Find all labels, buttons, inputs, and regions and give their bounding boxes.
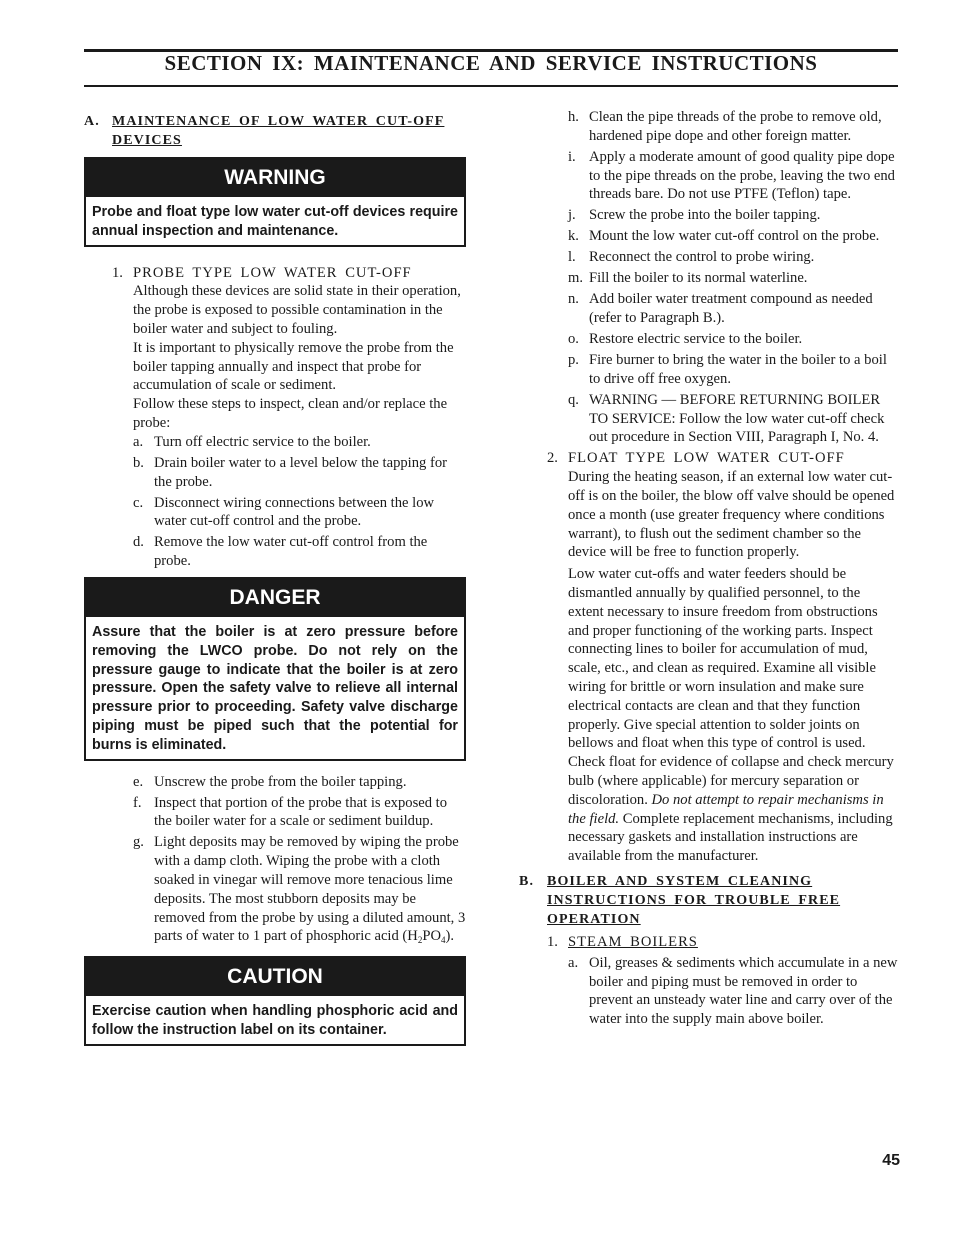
step-label: q. [568, 391, 579, 408]
section-b-heading [519, 872, 899, 929]
step-item [568, 206, 899, 225]
right-column [519, 108, 899, 1031]
section-a-letter: A. [84, 114, 100, 129]
step-item [568, 391, 899, 447]
steam-number: 1. [547, 933, 558, 950]
probe-steps-e-g [133, 773, 466, 951]
step-text: Screw the probe into the boiler tapping. [589, 207, 821, 224]
step-label: b. [133, 454, 144, 471]
float-para-1: During the heating season, if an external low water cut-off is on the boiler, the blow off valve should be opened once a month (use greater frequency where conditions warrant), to flush out the sediment chamber so the device will be free to function properly. [568, 469, 895, 561]
step-text: Reconnect the control to probe wiring. [589, 249, 815, 266]
step-label: e. [133, 773, 144, 790]
step-item [568, 227, 899, 246]
step-text: Clean the pipe threads of the probe to remove old, hardened pipe dope and other foreign matter. [589, 109, 882, 144]
step-label: p. [568, 352, 579, 369]
danger-box [84, 577, 466, 761]
step-label: n. [568, 291, 579, 308]
steam-steps [568, 954, 899, 1029]
probe-steps-h-q [519, 108, 899, 447]
step-text: WARNING — BEFORE RETURNING BOILER TO SERVICE: Follow the low water cut-off check out procedure in Section VIII, Paragraph I, No. 4. [589, 391, 885, 446]
step-item [133, 794, 466, 832]
probe-section [112, 264, 466, 574]
step-label: f. [133, 794, 142, 811]
step-label: d. [133, 534, 144, 551]
float-section [547, 449, 899, 866]
probe-steps-a-d [133, 433, 466, 571]
left-column [84, 108, 466, 1046]
step-text: Unscrew the probe from the boiler tapping. [154, 773, 407, 790]
step-label: l. [568, 249, 576, 266]
caution-box [84, 956, 466, 1046]
step-g-label: g. [133, 834, 144, 851]
step-text: Drain boiler water to a level below the tapping for the probe. [154, 454, 447, 490]
section-a-heading [84, 112, 466, 150]
step-label: j. [568, 207, 576, 224]
step-item [133, 433, 466, 452]
step-item [133, 454, 466, 492]
probe-para-1: Although these devices are solid state in their operation, the probe is exposed to possible contamination in the boiler water and subject to fouling. [133, 283, 461, 337]
probe-number: 1. [112, 264, 123, 281]
step-text: Disconnect wiring connections between the low water cut-off control and the probe. [154, 494, 435, 530]
danger-text: Assure that the boiler is at zero pressure before removing the LWCO probe. Do not rely on the pressure gauge to indicate that the boiler is at zero pressure. Open the safety valve to relieve all internal pressure prior to proceeding. Safety valve discharge piping must be piped such that the potential for burns is eliminated. [92, 624, 458, 753]
step-item [568, 108, 899, 146]
step-label: h. [568, 109, 579, 125]
step-label: c. [133, 494, 144, 511]
step-text: Restore electric service to the boiler. [589, 331, 803, 348]
step-text: Apply a moderate amount of good quality pipe dope to the pipe threads on the probe, leaving the two end threads bare. Do not use PTFE (Teflon) tape. [589, 148, 895, 203]
step-label: m. [568, 270, 583, 287]
step-text: Turn off electric service to the boiler. [154, 433, 371, 450]
step-text: Add boiler water treatment compound as needed (refer to Paragraph B.). [589, 291, 873, 327]
step-item [568, 290, 899, 328]
float-number: 2. [547, 450, 558, 467]
step-item [568, 330, 899, 349]
caution-title: CAUTION [86, 958, 464, 996]
step-item [568, 954, 899, 1029]
step-label: a. [133, 433, 144, 450]
step-label: k. [568, 228, 579, 245]
step-text: Mount the low water cut-off control on the probe. [589, 228, 880, 245]
section-b-title: BOILER AND SYSTEM CLEANING INSTRUCTIONS FOR TROUBLE FREE OPERATION [547, 873, 841, 927]
step-item [568, 269, 899, 288]
section-a-title: MAINTENANCE OF LOW WATER CUT-OFF DEVICES [112, 114, 445, 148]
step-g [133, 833, 466, 950]
step-label: a. [568, 954, 579, 971]
probe-heading: PROBE TYPE LOW WATER CUT-OFF [133, 264, 412, 281]
step-item [568, 351, 899, 389]
step-item [568, 148, 899, 204]
probe-para-2: It is important to physically remove the probe from the boiler tapping annually and inspect that probe for accumulation of scale or sediment. [133, 339, 454, 394]
steam-section [547, 933, 899, 1031]
step-g-text: Light deposits may be removed by wiping the probe with a damp cloth. Wiping the probe with a cloth soaked in vinegar will remove more tenacious lime deposits. The most stubborn deposits may be removed from the probe by using a diluted amount, 3 parts of water to 1 part of phosphoric acid $(H_2PO_4)$. [154, 834, 466, 946]
warning-text: Probe and float type low water cut-off devices require annual inspection and maintenance. [92, 204, 458, 239]
step-text: Fill the boiler to its normal waterline. [589, 270, 808, 287]
float-para-2-italic: Do not attempt to repair mechanisms in the field. [568, 791, 884, 827]
step-text: Inspect that portion of the probe that is exposed to the boiler water for a scale or sediment buildup. [154, 794, 448, 830]
title-underline-rule [84, 85, 898, 87]
section-b-letter: B. [519, 873, 535, 889]
step-label: i. [568, 148, 576, 165]
warning-box [84, 157, 466, 247]
probe-para-3: Follow these steps to inspect, clean and/or replace the probe: [133, 396, 448, 431]
step-item [133, 494, 466, 532]
danger-title: DANGER [86, 579, 464, 617]
step-item [568, 248, 899, 267]
step-text: Oil, greases & sediments which accumulate in a new boiler and piping must be removed in order to prevent an unsteady water line and carry over of the water into the supply main above boiler. [589, 954, 898, 1028]
float-para-2: Low water cut-offs and water feeders should be dismantled annually by qualified personnel, to the extent necessary to insure freedom from obstructions and proper functioning of the working parts. Inspect connecting lines to boiler for accumulation of mud, scale, etc., and clean as required. Examine all visible wiring for brittle or worn insulation and make sure electrical contacts are clean and that they function properly. Give special attention to solder joints on bellows and float when this type of control is used. Check float for evidence of collapse and check mercury bulb (where applicable) for mercury separation or discoloration. Do not attempt to repair mechanisms in the field. Complete replacement mechanisms, including necessary gaskets and installation instructions are available from the manufacturer. [568, 566, 894, 865]
caution-text: Exercise caution when handling phosphoric acid and follow the instruction label on its container. [92, 1003, 458, 1039]
step-label: o. [568, 331, 579, 348]
warning-title: WARNING [86, 159, 464, 197]
steam-heading: STEAM BOILERS [568, 933, 698, 950]
float-heading: FLOAT TYPE LOW WATER CUT-OFF [568, 450, 845, 467]
section-title: SECTION IX: MAINTENANCE AND SERVICE INSTRUCTIONS [164, 51, 818, 75]
step-item [133, 533, 466, 571]
step-text: Fire burner to bring the water in the boiler to a boil to drive off free oxygen. [589, 352, 887, 387]
step-text: Remove the low water cut-off control from the probe. [154, 534, 428, 570]
page-number: 45 [882, 1152, 900, 1169]
step-item [133, 773, 466, 792]
